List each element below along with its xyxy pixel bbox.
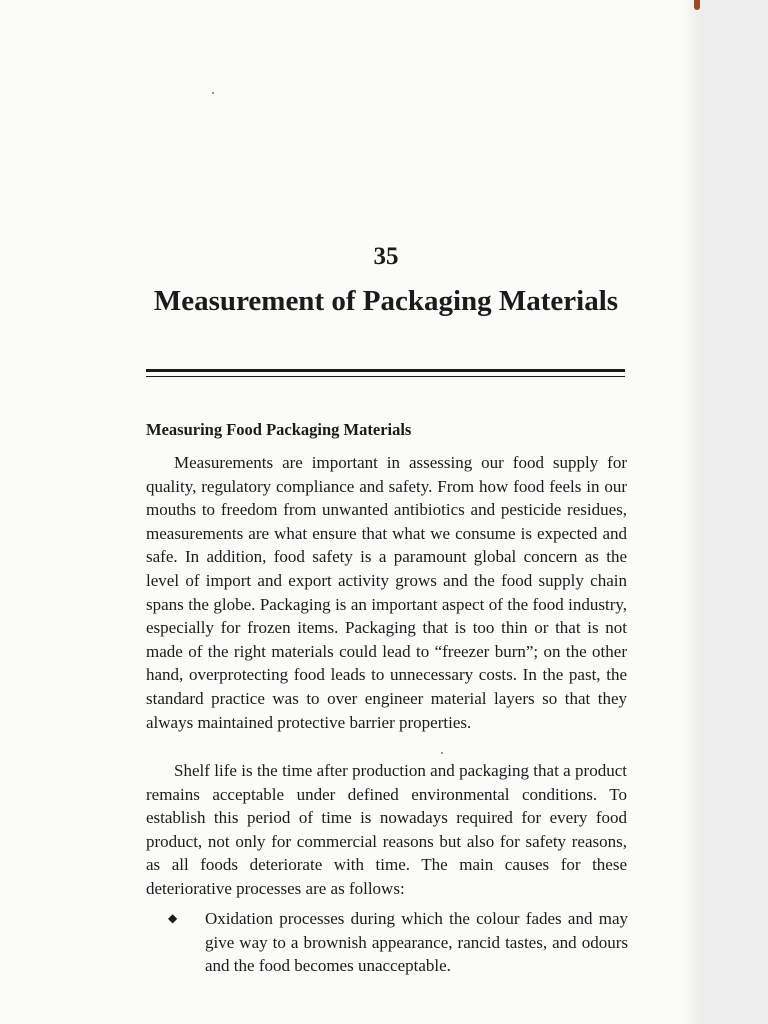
bullet-list — [168, 907, 628, 978]
section-heading: Measuring Food Packaging Materials — [146, 420, 412, 439]
title-rule-thin — [146, 376, 625, 377]
bullet-text: Oxidation processes during which the colour fades and may give way to a brownish appearance, rancid tastes, and odours and the food becomes unacceptable. — [205, 909, 628, 976]
page-corner-mark — [694, 0, 700, 10]
chapter-title: Measurement of Packaging Materials — [153, 285, 619, 317]
scan-speck — [212, 92, 214, 94]
title-rule-thick — [146, 369, 625, 372]
diamond-bullet-icon: ◆ — [168, 911, 178, 925]
body-paragraph: Shelf life is the time after production and packaging that a product remains acceptable under defined environmental conditions. To establish this period of time is nowadays required for every food product, not only for commercial reasons but also for safety reasons, as all foods deteriorate with time. The main causes for these deteriorative processes are as follows: — [146, 761, 627, 898]
bullet-item — [168, 907, 628, 978]
page-edge-shadow — [682, 0, 700, 1024]
body-paragraph: Measurements are important in assessing our food supply for quality, regulatory compliance and safety. From how food feels in our mouths to freedom from unwanted antibiotics and pesticide residues, measurements are what ensure that what we consume is expected and safe. In addition, food safety is a paramount global concern as the level of import and export activity grows and the food supply chain spans the globe. Packaging is an important aspect of the food industry, especially for frozen items. Packaging that is too thin or that is not made of the right materials could lead to “freezer burn”; on the other hand, overprotecting food leads to unnecessary costs. In the past, the standard practice was to over engineer material layers so that they always maintained protective barrier properties. — [146, 453, 627, 732]
chapter-number: 35 — [373, 243, 399, 270]
scan-speck — [441, 752, 443, 754]
